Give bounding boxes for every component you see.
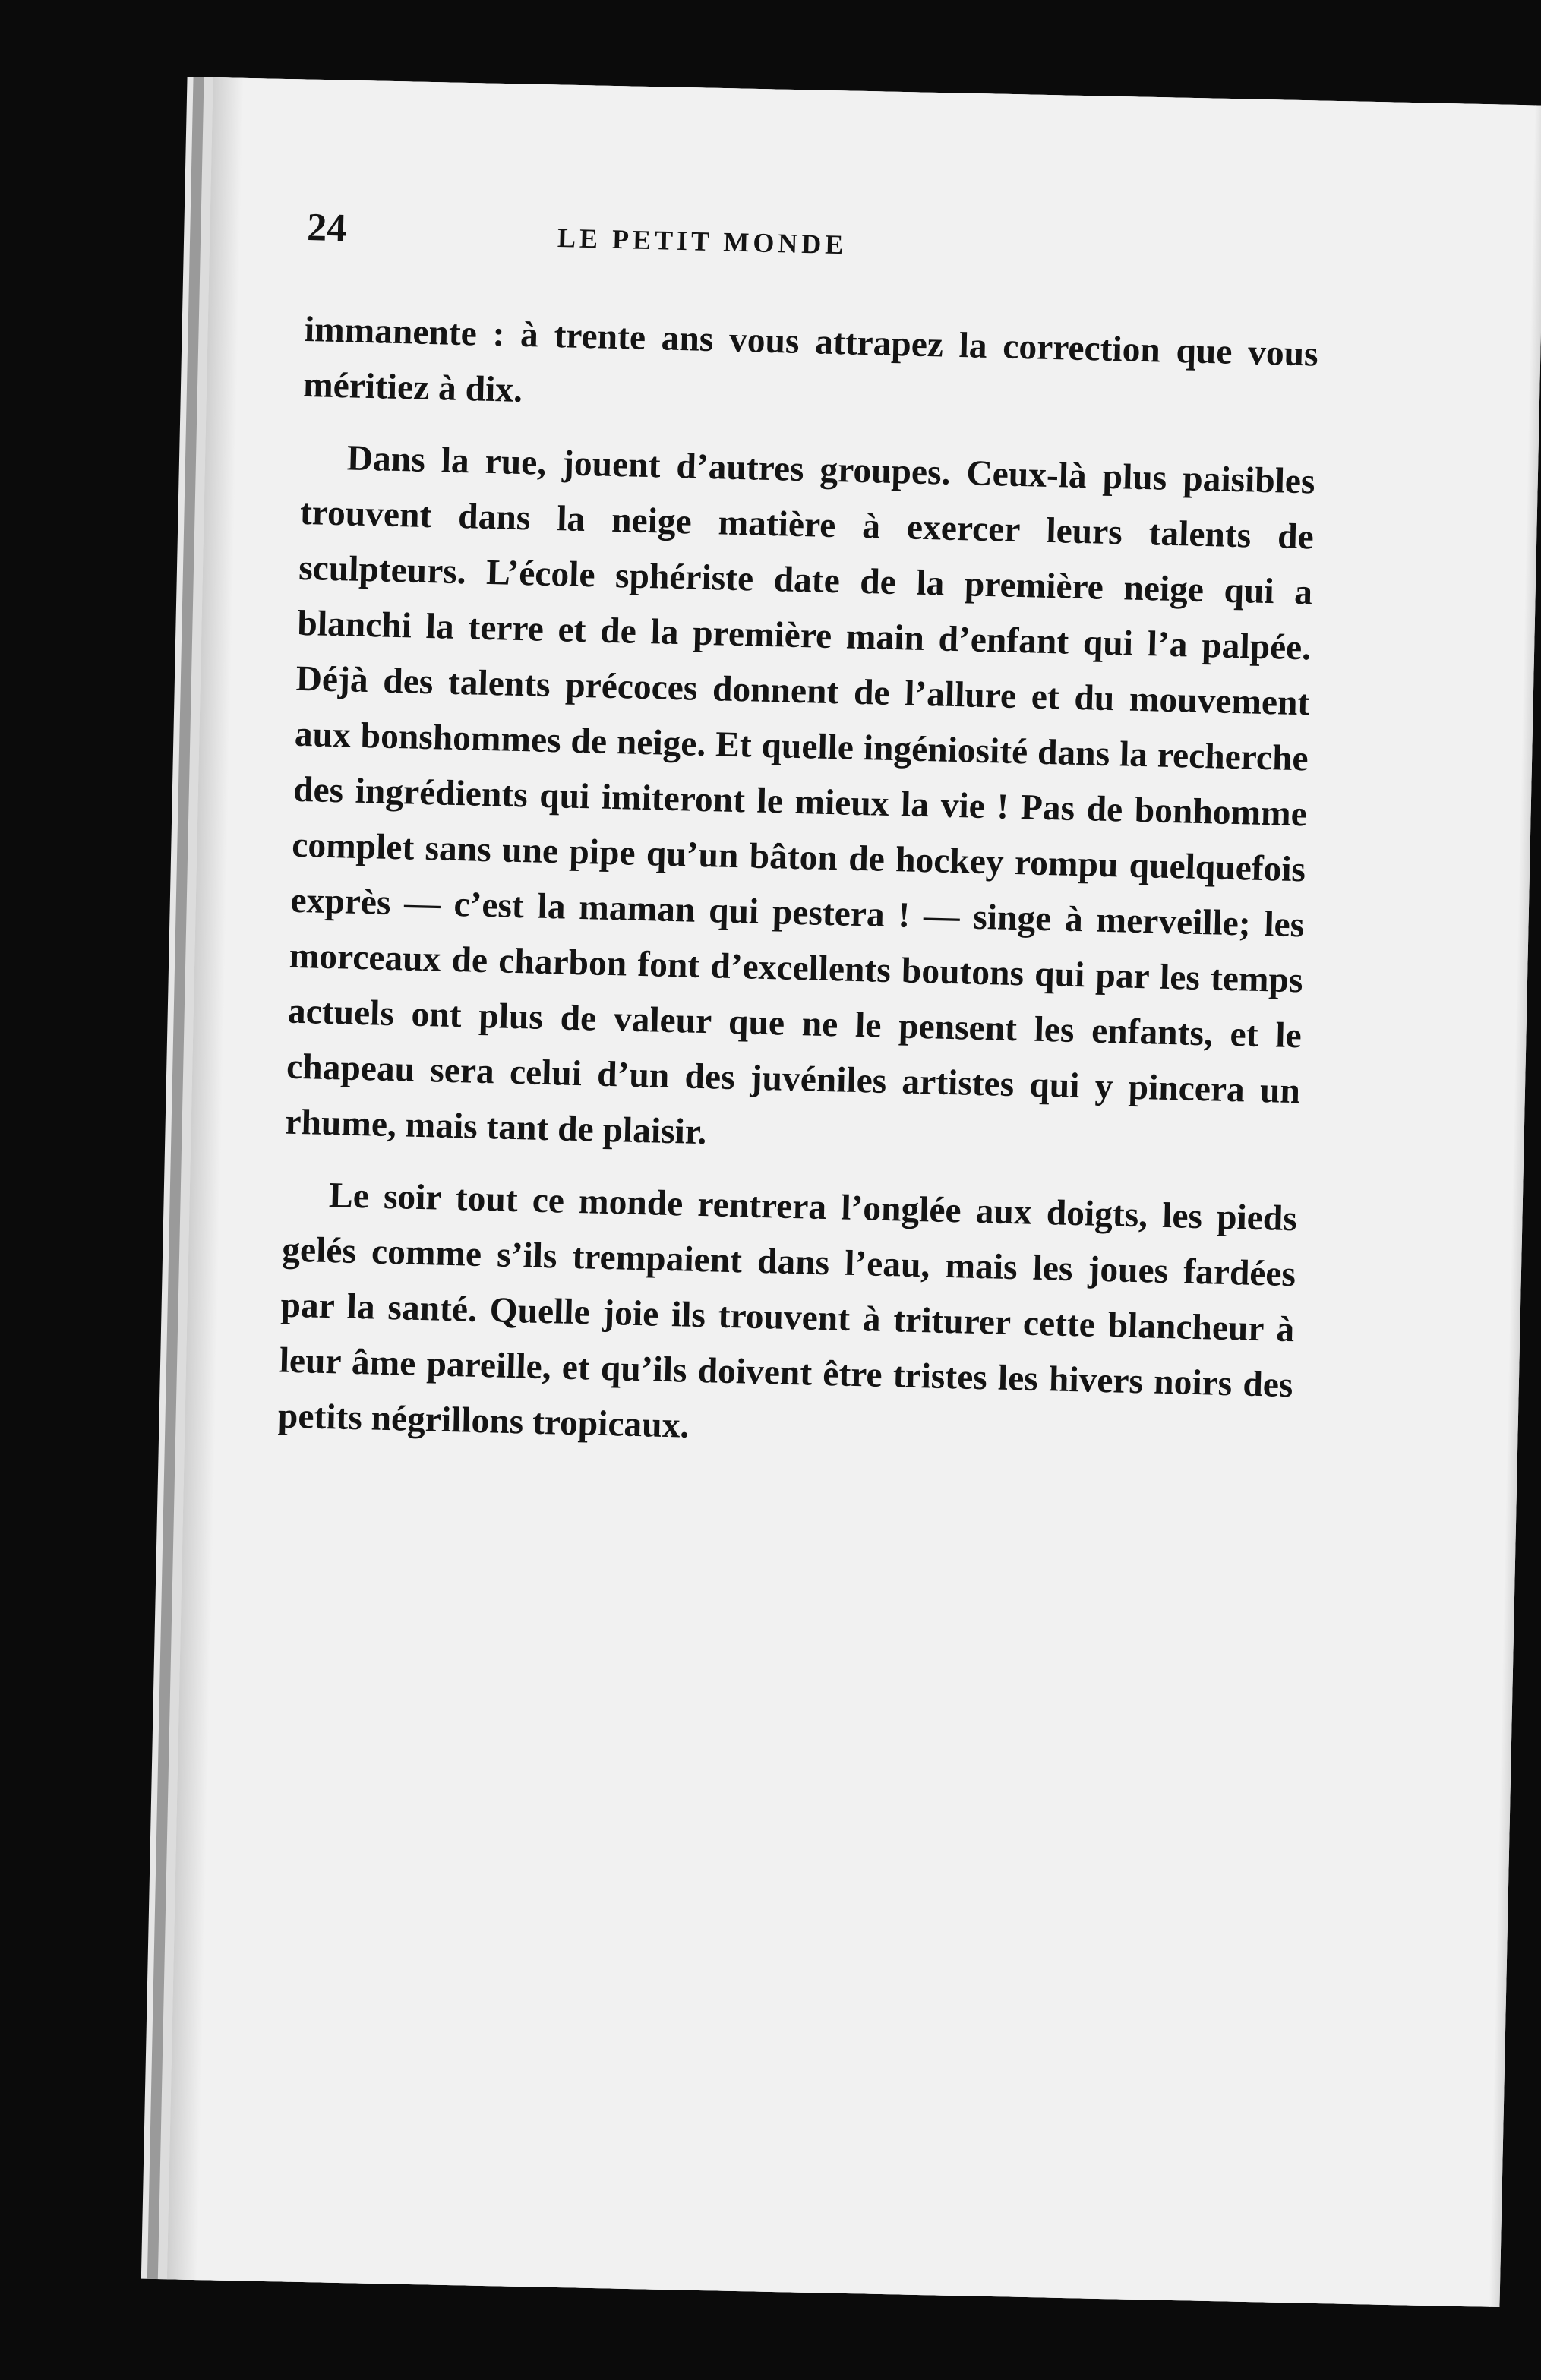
page-content: [277, 205, 1322, 1485]
page-number: 24: [306, 205, 347, 251]
running-title: LE PETIT MONDE: [557, 223, 848, 260]
paragraph-3: Le soir tout ce monde rentrera l’onglée aux doigts, les pieds gelés comme s’ils trempaient dans l’eau, mais les joues fardées par la santé. Quelle joie ils trouvent à triturer cette blancheur à leur âme pareille, et qu’ils doivent être tristes les hivers noirs des petits négrillons tropicaux.: [277, 1176, 1298, 1446]
body-text: [277, 302, 1318, 1469]
paragraph-1: immanente : à trente ans vous attrapez la correction que vous méritiez à dix.: [302, 309, 1319, 410]
page-spine-shadow: [167, 77, 244, 2280]
paragraph-2: Dans la rue, jouent d’autres groupes. Ceux-là plus paisibles trouvent dans la neige matière à exercer leurs talents de sculpteurs. L’école sphériste date de la première neige qui a blanchi la terre et de la première main d’enfant qui l’a palpée. Déjà des talents précoces donnent de l’allure et du mouvement aux bonshommes de neige. Et quelle ingéniosité dans la recherche des ingrédients qui imiteront le mieux la vie ! Pas de bonhomme complet sans une pipe qu’un bâton de hockey rompu quelquefois exprès — c’est la maman qui pestera ! — singe à merveille; les morceaux de charbon font d’excellents boutons qui par les temps actuels ont plus de valeur que ne le pensent les enfants, et le chapeau sera celui d’un des juvéniles artistes qui y pincera un rhume, mais tant de plaisir.: [284, 438, 1316, 1153]
page-edge: [1489, 105, 1541, 2307]
